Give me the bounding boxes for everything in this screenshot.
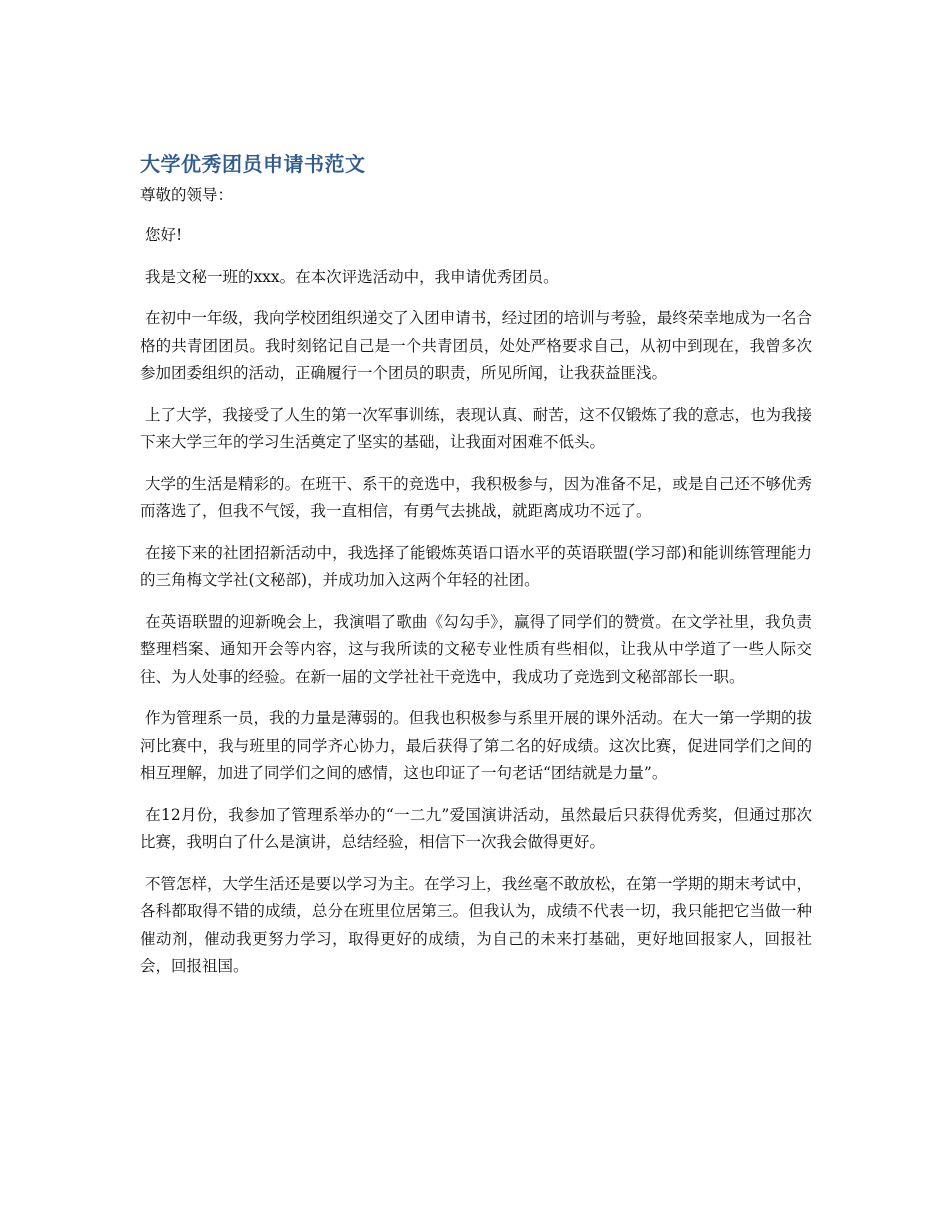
paragraph-military-training: 上了大学，我接受了人生的第一次军事训练，表现认真、耐苦，这不仅锻炼了我的意志，也为我接下来大学三年的学习生活奠定了坚实的基础，让我面对困难不低头。 bbox=[140, 405, 812, 451]
paragraph-clubs: 在接下来的社团招新活动中，我选择了能锻炼英语口语水平的英语联盟(学习部)和能训练管理能力的三角梅文学社(文秘部)，并成功加入这两个年轻的社团。 bbox=[140, 543, 812, 589]
paragraph-study: 不管怎样，大学生活还是要以学习为主。在学习上，我丝毫不敢放松，在第一学期的期末考试中，各科都取得不错的成绩，总分在班里位居第三。但我认为，成绩不代表一切，我只能把它当做一种催动剂，催动我更努力学习，取得更好的成绩，为自己的未来打基础，更好地回报家人，回报社会，回报祖国。 bbox=[140, 874, 812, 975]
paragraph-greeting: 您好! bbox=[140, 226, 183, 244]
salutation: 尊敬的领导： bbox=[140, 186, 234, 204]
paragraph-department: 作为管理系一员，我的力量是薄弱的。但我也积极参与系里开展的课外活动。在大一第一学期的拔河比赛中，我与班里的同学齐心协力，最后获得了第二名的好成绩。这次比赛，促进同学们之间的相互理解，加进了同学们之间的感情，这也印证了一句老话“团结就是力量”。 bbox=[140, 709, 812, 782]
paragraph-campaign: 大学的生活是精彩的。在班干、系干的竞选中，我积极参与，因为准备不足，或是自己还不够优秀而落选了，但我不气馁，我一直相信，有勇气去挑战，就距离成功不远了。 bbox=[140, 474, 812, 520]
paragraph-speech-contest: 在12月份，我参加了管理系举办的“一二九”爱国演讲活动，虽然最后只获得优秀奖，但通过那次比赛，我明白了什么是演讲，总结经验，相信下一次我会做得更好。 bbox=[140, 805, 812, 851]
paragraph-club-activities: 在英语联盟的迎新晚会上，我演唱了歌曲《勾勾手》，赢得了同学们的赞赏。在文学社里，我负责整理档案、通知开会等内容，这与我所读的文秘专业性质有些相似，让我从中学道了一些人际交往、为人处事的经验。在新一届的文学社社干竞选中，我成功了竞选到文秘部部长一职。 bbox=[140, 612, 812, 686]
document-page bbox=[140, 150, 812, 995]
paragraph-intro: 我是文秘一班的xxx。在本次评选活动中，我申请优秀团员。 bbox=[140, 267, 559, 286]
paragraph-middle-school: 在初中一年级，我向学校团组织递交了入团申请书，经过团的培训与考验，最终荣幸地成为一名合格的共青团团员。我时刻铭记自己是一个共青团员，处处严格要求自己，从初中到现在，我曾多次参加团委组织的活动，正确履行一个团员的职责，所见所闻，让我获益匪浅。 bbox=[140, 309, 812, 382]
document-title: 大学优秀团员申请书范文 bbox=[140, 152, 366, 176]
